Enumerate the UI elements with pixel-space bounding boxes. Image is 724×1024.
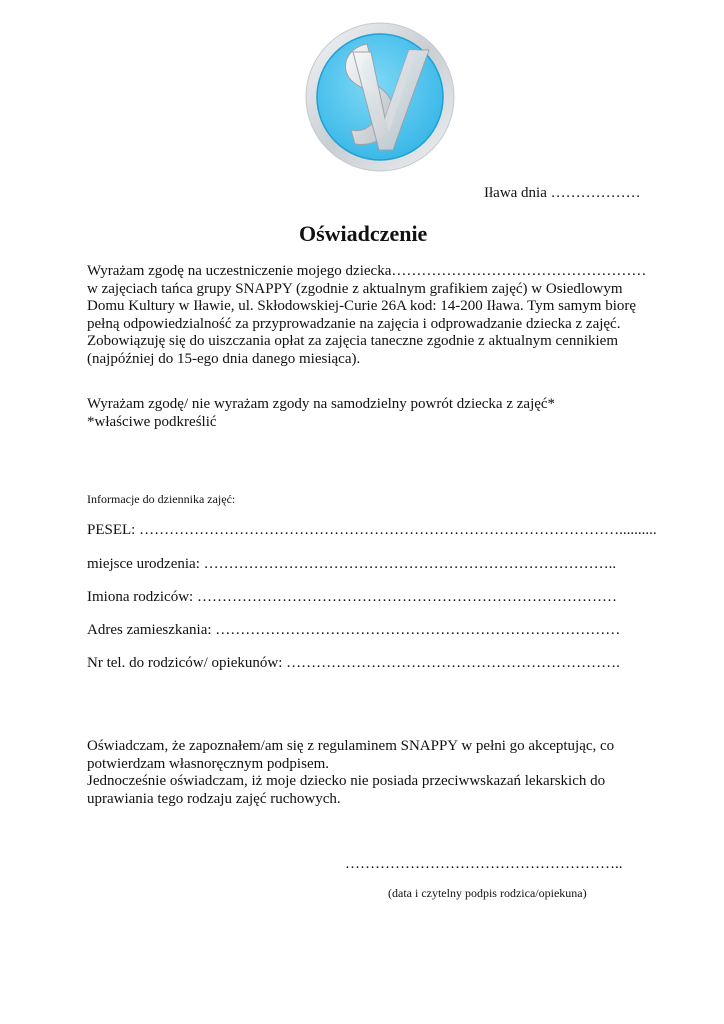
signature-line: ……………………………………………….. bbox=[345, 856, 623, 872]
place-date: Iława dnia ……………… bbox=[484, 185, 641, 201]
return-consent bbox=[87, 396, 555, 431]
snappy-logo bbox=[305, 22, 455, 172]
declaration-paragraph bbox=[87, 738, 614, 808]
consent-line: (najpóźniej do 15-ego dnia danego miesiąca). bbox=[87, 350, 361, 367]
return-consent-note: *właściwe podkreślić bbox=[87, 413, 217, 430]
field-parents-phone: Nr tel. do rodziców/ opiekunów: …………………………………………………………. bbox=[87, 655, 620, 671]
field-pesel: PESEL: …………………………………………………………………………………….......... bbox=[87, 522, 657, 538]
field-birthplace: miejsce urodzenia: ……………………………………………………………………….. bbox=[87, 556, 617, 572]
consent-line: Domu Kultury w Iławie, ul. Skłodowskiej-Curie 26A kod: 14-200 Iława. Tym samym biorę bbox=[87, 298, 637, 315]
field-parents-names: Imiona rodziców: ………………………………………………………………………… bbox=[87, 589, 617, 605]
declaration-line: potwierdzam własnoręcznym podpisem. bbox=[87, 755, 330, 772]
consent-line: Zobowiązuję się do uiszczania opłat za zajęcia taneczne zgodnie z aktualnym cennikiem bbox=[87, 333, 618, 350]
declaration-line: Oświadczam, że zapoznałem/am się z regulaminem SNAPPY w pełni go akceptując, co bbox=[87, 738, 615, 754]
declaration-line: uprawiania tego rodzaju zajęć ruchowych. bbox=[87, 790, 341, 807]
field-address: Adres zamieszkania: ……………………………………………………………………… bbox=[87, 622, 621, 638]
consent-line: Wyrażam zgodę na uczestniczenie mojego dziecka…………………………………………… bbox=[87, 263, 647, 279]
declaration-line: Jednocześnie oświadczam, iż moje dziecko nie posiada przeciwwskazań lekarskich do bbox=[87, 773, 606, 790]
consent-line: w zajęciach tańca grupy SNAPPY (zgodnie z aktualnym grafikiem zajęć) w Osiedlowym bbox=[87, 280, 623, 297]
diary-info-heading: Informacje do dziennika zajęć: bbox=[87, 492, 236, 506]
consent-line: pełną odpowiedzialność za przyprowadzanie na zajęcia i odprowadzanie dziecka z zajęć. bbox=[87, 315, 621, 332]
consent-paragraph bbox=[87, 263, 646, 369]
signature-caption: (data i czytelny podpis rodzica/opiekuna) bbox=[388, 886, 587, 900]
document-title: Oświadczenie bbox=[299, 221, 428, 246]
return-consent-text: Wyrażam zgodę/ nie wyrażam zgody na samodzielny powrót dziecka z zajęć* bbox=[87, 396, 556, 412]
